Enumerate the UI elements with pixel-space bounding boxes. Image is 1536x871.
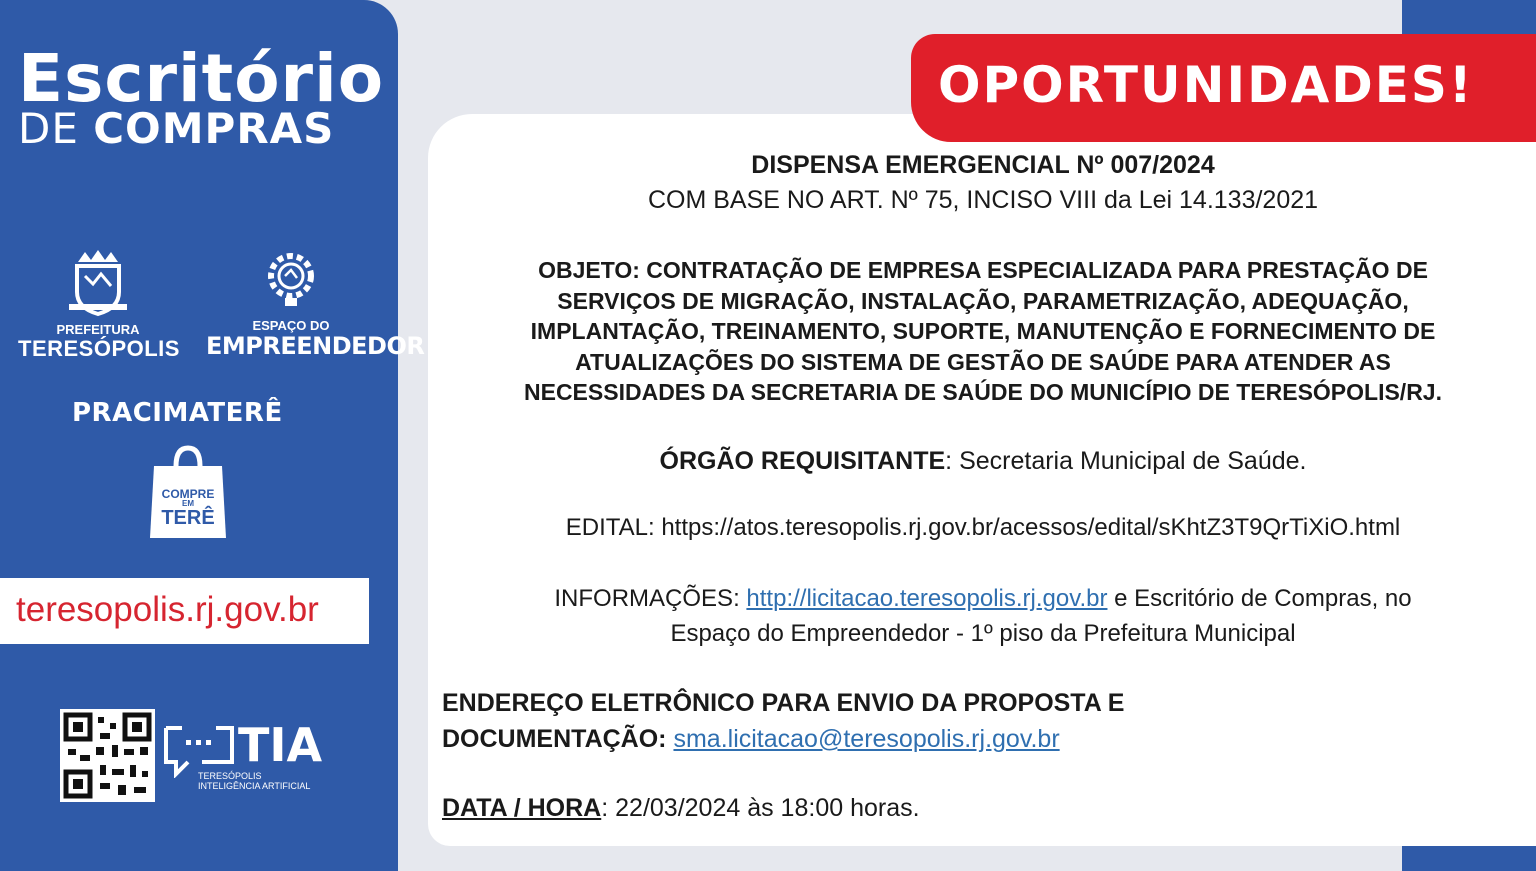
- espaco-empreendedor-logo: [206, 248, 425, 361]
- compre-line3: TERÊ: [161, 507, 215, 529]
- notice-title: DISPENSA EMERGENCIAL Nº 007/2024: [751, 151, 1215, 179]
- qr-code-icon[interactable]: [60, 709, 155, 802]
- chat-bubble-icon: [162, 722, 234, 778]
- licitacao-link[interactable]: http://licitacao.teresopolis.rj.gov.br: [746, 585, 1108, 612]
- espaco-name: EMPREENDEDOR: [206, 332, 425, 361]
- email-link[interactable]: sma.licitacao@teresopolis.rj.gov.br: [673, 725, 1060, 753]
- orgao-requisitante: ÓRGÃO REQUISITANTE: Secretaria Municipal de Saúde.: [659, 447, 1307, 475]
- brand-title: Escritório: [18, 40, 385, 117]
- endereco-heading: ENDEREÇO ELETRÔNICO PARA ENVIO DA PROPOSTA E: [442, 689, 1125, 717]
- banner-label: OPORTUNIDADES!: [938, 56, 1474, 114]
- compre-em-tere-logo: [148, 444, 228, 540]
- prefeitura-small-text: PREFEITURA: [56, 322, 140, 337]
- informacoes: INFORMAÇÕES: http://licitacao.teresopolis.rj.gov.br e Escritório de Compras, no: [554, 585, 1412, 612]
- pracimatere-logo: PRACIMATERÊ: [72, 398, 283, 428]
- informacoes-line2: Espaço do Empreendedor - 1º piso da Prefeitura Municipal: [670, 620, 1296, 647]
- object-description: OBJETO: CONTRATAÇÃO DE EMPRESA ESPECIALIZADA PARA PRESTAÇÃO DE SERVIÇOS DE MIGRAÇÃO, INSTALAÇÃO, PARAMETRIZAÇÃO, ADEQUAÇÃO, IMPLANTAÇÃO, TREINAMENTO, SUPORTE, MANUTENÇÃO E FORNECIMENTO DE ATUALIZAÇÕES DO SISTEMA DE GESTÃO DE SAÚDE PARA ATENDER AS NECESSIDADES DA SECRETARIA DE SAÚDE DO MUNICÍPIO DE TERESÓPOLIS/RJ.: [524, 257, 1442, 405]
- site-url[interactable]: teresopolis.rj.gov.br: [16, 590, 319, 629]
- tia-subtitle: TERESÓPOLIS INTELIGÊNCIA ARTIFICIAL: [198, 771, 311, 791]
- legal-basis: COM BASE NO ART. Nº 75, INCISO VIII da Lei 14.133/2021: [647, 186, 1319, 214]
- compre-line1: COMPRE: [161, 487, 215, 501]
- endereco-email-line: DOCUMENTAÇÃO: sma.licitacao@teresopolis.rj.gov.br: [442, 725, 1060, 753]
- compre-line2: EM: [182, 499, 194, 508]
- gear-bulb-icon: [261, 248, 321, 314]
- prefeitura-name: TERESÓPOLIS: [18, 336, 180, 362]
- prefeitura-logo: [18, 248, 178, 361]
- brand-subtitle: DE COMPRAS: [18, 104, 335, 153]
- coat-of-arms-icon: [63, 248, 133, 318]
- data-hora: DATA / HORA: 22/03/2024 às 18:00 horas.: [442, 794, 920, 822]
- edital-url[interactable]: EDITAL: https://atos.teresopolis.rj.gov.br/acessos/edital/sKhtZ3T9QrTiXiO.html: [565, 514, 1401, 541]
- espaco-small-text: ESPAÇO DO: [252, 318, 330, 333]
- corner-accent-bottom: [1402, 846, 1536, 871]
- tia-wordmark: TIA: [238, 718, 323, 772]
